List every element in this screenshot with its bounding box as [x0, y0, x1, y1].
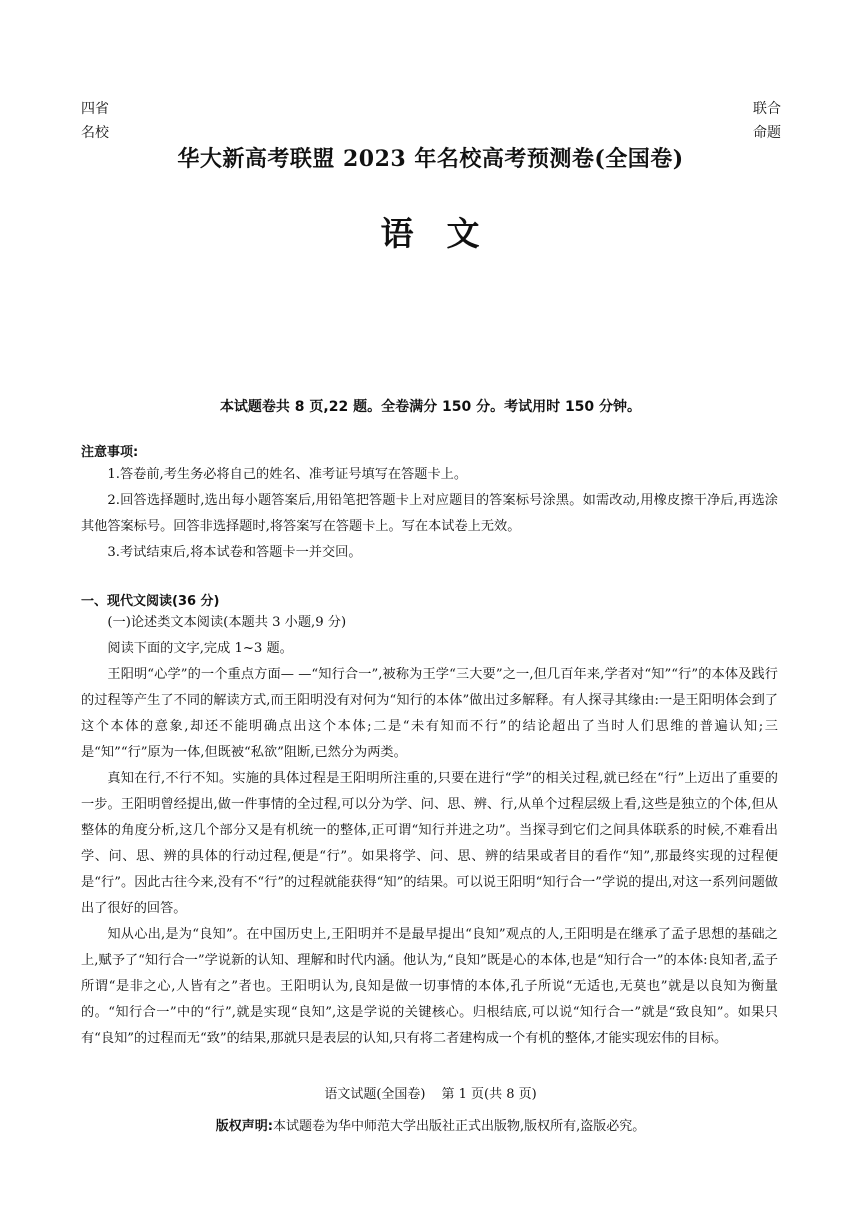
subject-char-1: 语 — [380, 214, 415, 253]
notice-title: 注意事项: — [81, 445, 139, 460]
footer-page-number: 第 1 页(共 8 页) — [441, 1087, 537, 1102]
footer-subject: 语文试题(全国卷) — [324, 1087, 426, 1102]
page-footer — [0, 1083, 861, 1102]
right-label-line1: 联合 — [753, 101, 781, 117]
notice-item: 1.答卷前,考生务必将自己的姓名、准考证号填写在答题卡上。 — [107, 467, 468, 482]
left-label-line2: 名校 — [81, 125, 109, 141]
copyright-label: 版权声明: — [215, 1119, 273, 1134]
exam-info: 本试题卷共 8 页,22 题。全卷满分 150 分。考试用时 150 分钟。 — [219, 399, 642, 415]
top-left-label — [81, 97, 109, 145]
subsection-title: (一)论述类文本阅读(本题共 3 小题,9 分) — [107, 615, 347, 630]
notice-item: 2.回答选择题时,选出每小题答案后,用铅笔把答题卡上对应题目的答案标号涂黑。如需改动,用橡皮擦干净后,再选涂其他答案标号。回答非选择题时,将答案写在答题卡上。写在本试卷上无效。 — [81, 493, 778, 534]
passage-paragraph: 真知在行,不行不知。实施的具体过程是王阳明所注重的,只要在进行“学”的相关过程,就已经在“行”上迈出了重要的一步。王阳明曾经提出,做一件事情的全过程,可以分为学、问、思、辨、行,从单个过程层级上看,这些是独立的个体,但从整体的角度分析,这几个部分又是有机统一的整体,正可谓“知行并进之功”。当探寻到它们之间具体联系的时候,不难看出学、问、思、辨的具体的行动过程,便是“行”。如果将学、问、思、辨的结果或者目的看作“知”,那最终实现的过程便是“行”。因此古往今来,没有不“行”的过程就能获得“知”的结果。可以说王阳明“知行合一”学说的提出,对这一系列问题做出了很好的回答。 — [81, 771, 778, 916]
section-title: 一、现代文阅读(36 分) — [81, 594, 220, 609]
subject-char-2: 文 — [446, 214, 481, 253]
reading-passage — [81, 610, 778, 1052]
notice-item: 3.考试结束后,将本试卷和答题卡一并交回。 — [107, 545, 362, 560]
copyright-notice — [0, 1115, 861, 1134]
right-label-line2: 命题 — [753, 125, 781, 141]
left-label-line1: 四省 — [81, 101, 109, 117]
exam-title: 华大新高考联盟 2023 年名校高考预测卷(全国卷) — [177, 146, 684, 172]
subject-title — [0, 208, 861, 255]
notice-list — [81, 462, 778, 566]
top-right-label — [753, 97, 781, 145]
passage-paragraph: 王阳明“心学”的一个重点方面— —“知行合一”,被称为王学“三大要”之一,但几百年来,学者对“知”“行”的本体及践行的过程等产生了不同的解读方式,而王阳明没有对何为“知行的本体”做出过多解释。有人探寻其缘由:一是王阳明体会到了这个本体的意象,却还不能明确点出这个本体;二是“未有知而不行”的结论超出了当时人们思维的普遍认知;三是“知”“行”原为一体,但既被“私欲”阻断,已然分为两类。 — [81, 667, 778, 760]
copyright-text: 本试题卷为华中师范大学出版社正式出版物,版权所有,盗版必究。 — [272, 1119, 646, 1134]
passage-paragraph: 知从心出,是为“良知”。在中国历史上,王阳明并不是最早提出“良知”观点的人,王阳明是在继承了孟子思想的基础之上,赋予了“知行合一”学说新的认知、理解和时代内涵。他认为,“良知”既是心的本体,也是“知行合一”的本体:良知者,孟子所谓“是非之心,人皆有之”者也。王阳明认为,良知是做一切事情的本体,孔子所说“无适也,无莫也”就是以良知为衡量的。“知行合一”中的“行”,就是实现“良知”,这是学说的关键核心。归根结底,可以说“知行合一”就是“致良知”。如果只有“良知”的过程而无“致”的结果,那就只是表层的认知,只有将二者建构成一个有机的整体,才能实现宏伟的目标。 — [81, 927, 778, 1046]
reading-instruction: 阅读下面的文字,完成 1~3 题。 — [107, 641, 293, 656]
